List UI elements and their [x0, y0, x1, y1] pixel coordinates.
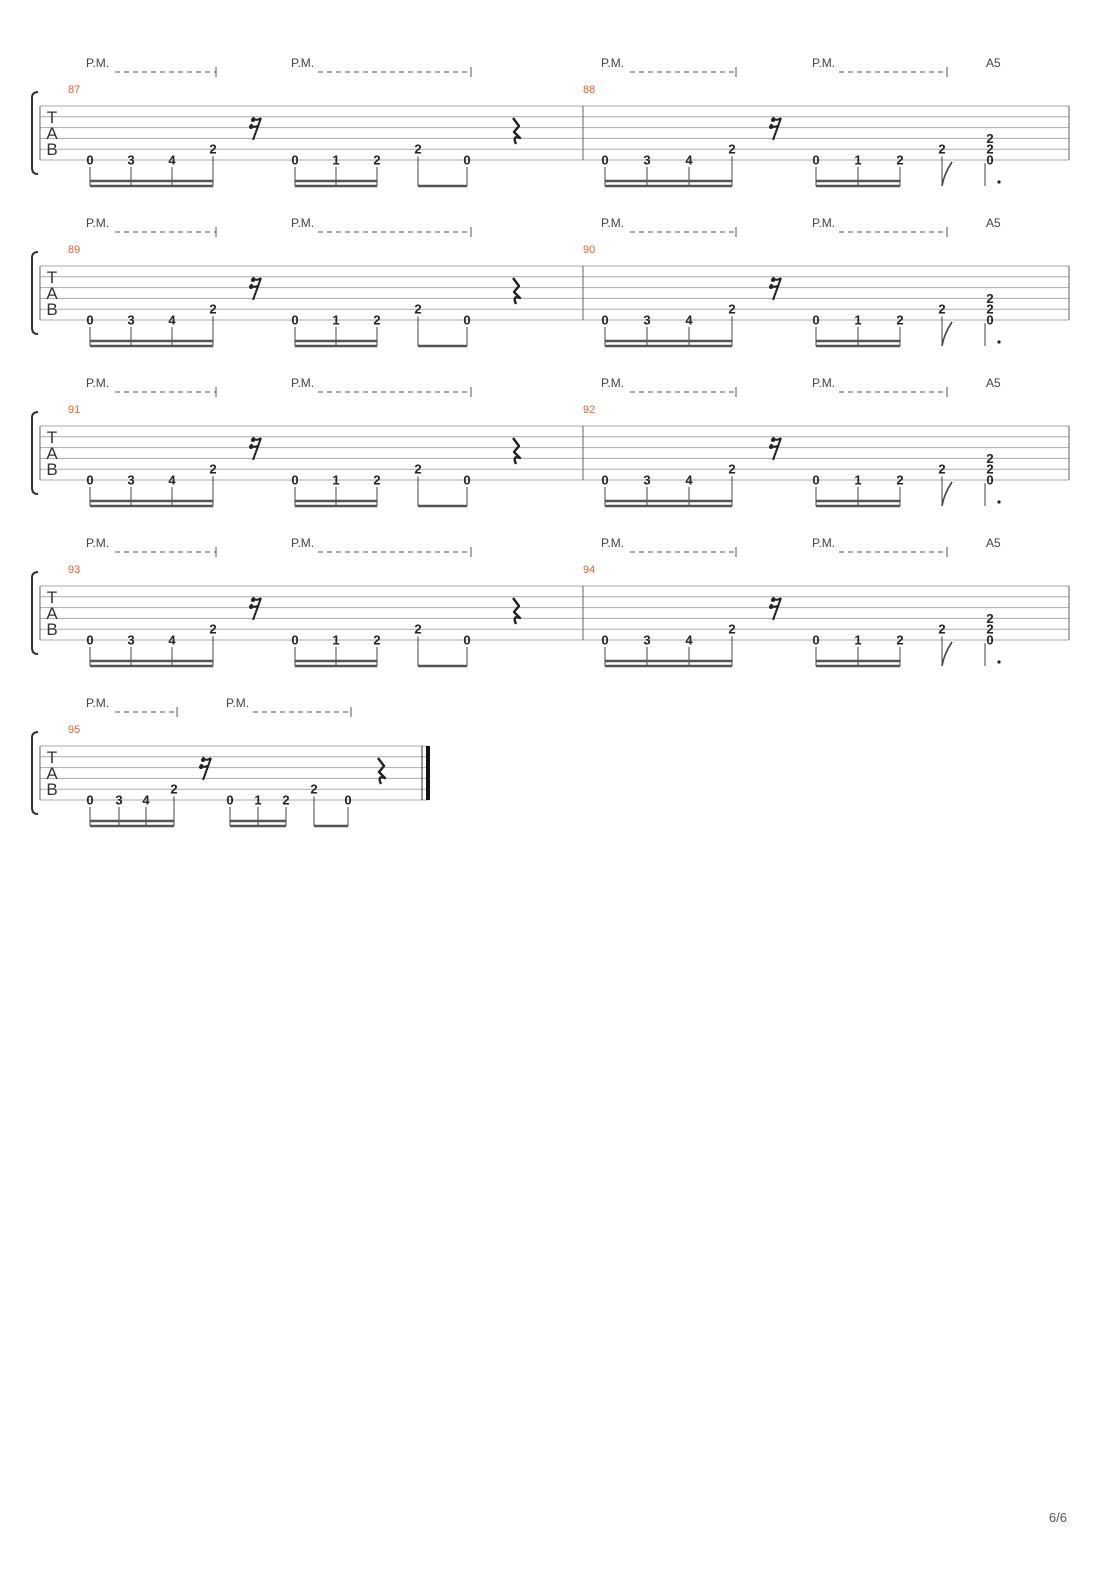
- fret-number: 2: [414, 461, 422, 477]
- sixteenth-rest-dot1: [201, 758, 205, 762]
- fret-number: 2: [896, 472, 904, 488]
- palm-mute-label: P.M.: [812, 216, 836, 230]
- fret-number: 0: [291, 472, 299, 488]
- bar-number: 88: [583, 84, 596, 96]
- sixteenth-rest-dot2: [769, 605, 773, 609]
- fret-number: 2: [938, 461, 946, 477]
- fret-number: 3: [115, 792, 123, 808]
- fret-number: 0: [463, 152, 471, 168]
- fret-number: 2: [209, 301, 217, 317]
- chord-name: A5: [986, 536, 1001, 550]
- duration-dot: [997, 660, 1000, 663]
- tab-clef-letter: B: [46, 780, 58, 799]
- bar-number: 92: [583, 404, 596, 416]
- system-bracket: [32, 732, 38, 814]
- palm-mute-label: P.M.: [86, 536, 110, 550]
- fret-number: 4: [685, 152, 693, 168]
- fret-number: 2: [414, 301, 422, 317]
- fret-number: 2: [373, 472, 381, 488]
- fret-number: 0: [463, 632, 471, 648]
- tab-clef-letter: T: [46, 108, 58, 127]
- bar-number: 93: [68, 564, 81, 576]
- fret-number: 2: [896, 312, 904, 328]
- fret-number: 4: [168, 312, 176, 328]
- fret-number: 2: [170, 781, 178, 797]
- bar-number: 89: [68, 244, 81, 256]
- fret-number: 2: [728, 141, 736, 157]
- palm-mute-label: P.M.: [291, 376, 315, 390]
- fret-number: 3: [127, 472, 135, 488]
- sixteenth-rest-dot1: [251, 598, 255, 602]
- fret-number: 3: [127, 312, 135, 328]
- chord-name: A5: [986, 376, 1001, 390]
- fret-number: 1: [854, 312, 862, 328]
- fret-number: 2: [938, 141, 946, 157]
- tab-clef-letter: A: [46, 444, 58, 463]
- tab-clef-letter: T: [46, 588, 58, 607]
- fret-number: 1: [332, 152, 340, 168]
- tab-clef-letter: A: [46, 124, 58, 143]
- fret-number: 2: [310, 781, 318, 797]
- sixteenth-rest-dot1: [771, 118, 775, 122]
- fret-number: 0: [812, 632, 820, 648]
- fret-number: 4: [142, 792, 150, 808]
- palm-mute-label: P.M.: [86, 376, 110, 390]
- fret-number: 2: [728, 621, 736, 637]
- quarter-rest: [513, 598, 520, 624]
- fret-number: 0: [601, 632, 609, 648]
- palm-mute-label: P.M.: [812, 536, 836, 550]
- sixteenth-rest-dot1: [251, 118, 255, 122]
- page-number: 6/6: [1048, 1510, 1067, 1525]
- tab-clef-letter: B: [46, 620, 58, 639]
- fret-number: 0: [601, 312, 609, 328]
- chord-fret-number: 0: [986, 472, 994, 488]
- fret-number: 1: [332, 632, 340, 648]
- system-bracket: [32, 92, 38, 174]
- duration-dot: [997, 340, 1000, 343]
- eighth-flag: [942, 642, 952, 666]
- chord-fret-number: 2: [986, 141, 994, 157]
- fret-number: 0: [463, 312, 471, 328]
- palm-mute-label: P.M.: [601, 376, 625, 390]
- system-bracket: [32, 572, 38, 654]
- fret-number: 0: [226, 792, 234, 808]
- fret-number: 2: [896, 632, 904, 648]
- fret-number: 1: [854, 632, 862, 648]
- sixteenth-rest-dot1: [771, 438, 775, 442]
- fret-number: 0: [812, 312, 820, 328]
- palm-mute-label: P.M.: [601, 216, 625, 230]
- chord-fret-number: 2: [986, 450, 994, 466]
- fret-number: 2: [373, 152, 381, 168]
- bar-number: 91: [68, 404, 81, 416]
- sixteenth-rest-dot2: [249, 605, 253, 609]
- fret-number: 2: [373, 312, 381, 328]
- fret-number: 2: [373, 632, 381, 648]
- fret-number: 0: [601, 152, 609, 168]
- tab-clef-letter: A: [46, 764, 58, 783]
- fret-number: 3: [643, 632, 651, 648]
- chord-fret-number: 0: [986, 312, 994, 328]
- fret-number: 0: [86, 312, 94, 328]
- fret-number: 2: [282, 792, 290, 808]
- eighth-flag: [942, 162, 952, 186]
- chord-name: A5: [986, 56, 1001, 70]
- sixteenth-rest-dot2: [199, 765, 203, 769]
- tab-clef-letter: B: [46, 300, 58, 319]
- palm-mute-label: P.M.: [86, 216, 110, 230]
- eighth-flag: [942, 482, 952, 506]
- sixteenth-rest-dot2: [249, 285, 253, 289]
- fret-number: 2: [209, 621, 217, 637]
- fret-number: 4: [685, 632, 693, 648]
- bar-number: 90: [583, 244, 596, 256]
- chord-fret-number: 2: [986, 301, 994, 317]
- fret-number: 1: [332, 472, 340, 488]
- sixteenth-rest-dot2: [769, 125, 773, 129]
- fret-number: 1: [254, 792, 262, 808]
- fret-number: 0: [463, 472, 471, 488]
- tab-clef-letter: B: [46, 460, 58, 479]
- fret-number: 0: [601, 472, 609, 488]
- fret-number: 0: [291, 152, 299, 168]
- chord-fret-number: 2: [986, 130, 994, 146]
- fret-number: 0: [812, 152, 820, 168]
- palm-mute-label: P.M.: [812, 56, 836, 70]
- fret-number: 0: [86, 792, 94, 808]
- chord-fret-number: 2: [986, 290, 994, 306]
- duration-dot: [997, 180, 1000, 183]
- sixteenth-rest-dot1: [251, 278, 255, 282]
- tab-clef-letter: B: [46, 140, 58, 159]
- quarter-rest: [378, 758, 385, 784]
- sixteenth-rest-dot2: [249, 445, 253, 449]
- fret-number: 0: [291, 632, 299, 648]
- fret-number: 4: [168, 152, 176, 168]
- tab-clef-letter: A: [46, 604, 58, 623]
- system-bracket: [32, 252, 38, 334]
- fret-number: 0: [86, 632, 94, 648]
- chord-fret-number: 2: [986, 610, 994, 626]
- fret-number: 0: [344, 792, 352, 808]
- chord-fret-number: 0: [986, 152, 994, 168]
- quarter-rest: [513, 278, 520, 304]
- bar-number: 87: [68, 84, 81, 96]
- duration-dot: [997, 500, 1000, 503]
- fret-number: 0: [86, 152, 94, 168]
- quarter-rest: [513, 438, 520, 464]
- palm-mute-label: P.M.: [86, 696, 110, 710]
- sixteenth-rest-dot2: [769, 285, 773, 289]
- fret-number: 3: [643, 312, 651, 328]
- fret-number: 2: [209, 141, 217, 157]
- fret-number: 1: [854, 472, 862, 488]
- palm-mute-label: P.M.: [291, 56, 315, 70]
- system-bracket: [32, 412, 38, 494]
- sixteenth-rest-dot2: [769, 445, 773, 449]
- tab-clef-letter: T: [46, 428, 58, 447]
- fret-number: 2: [414, 141, 422, 157]
- fret-number: 0: [86, 472, 94, 488]
- palm-mute-label: P.M.: [812, 376, 836, 390]
- sixteenth-rest-dot1: [771, 278, 775, 282]
- fret-number: 1: [332, 312, 340, 328]
- chord-name: A5: [986, 216, 1001, 230]
- fret-number: 2: [896, 152, 904, 168]
- fret-number: 3: [643, 472, 651, 488]
- palm-mute-label: P.M.: [291, 216, 315, 230]
- fret-number: 4: [168, 632, 176, 648]
- eighth-flag: [942, 322, 952, 346]
- fret-number: 4: [685, 472, 693, 488]
- fret-number: 2: [938, 301, 946, 317]
- chord-fret-number: 0: [986, 632, 994, 648]
- fret-number: 4: [168, 472, 176, 488]
- palm-mute-label: P.M.: [86, 56, 110, 70]
- fret-number: 2: [728, 301, 736, 317]
- palm-mute-label: P.M.: [601, 536, 625, 550]
- fret-number: 2: [414, 621, 422, 637]
- palm-mute-label: P.M.: [291, 536, 315, 550]
- fret-number: 3: [127, 152, 135, 168]
- fret-number: 2: [209, 461, 217, 477]
- fret-number: 2: [728, 461, 736, 477]
- fret-number: 3: [643, 152, 651, 168]
- bar-number: 95: [68, 724, 81, 736]
- bar-number: 94: [583, 564, 596, 576]
- tab-clef-letter: T: [46, 268, 58, 287]
- chord-fret-number: 2: [986, 621, 994, 637]
- fret-number: 0: [812, 472, 820, 488]
- sixteenth-rest-dot1: [251, 438, 255, 442]
- fret-number: 1: [854, 152, 862, 168]
- fret-number: 3: [127, 632, 135, 648]
- fret-number: 4: [685, 312, 693, 328]
- palm-mute-label: P.M.: [601, 56, 625, 70]
- tab-clef-letter: T: [46, 748, 58, 767]
- fret-number: 2: [938, 621, 946, 637]
- quarter-rest: [513, 118, 520, 144]
- palm-mute-label: P.M.: [226, 696, 250, 710]
- chord-fret-number: 2: [986, 461, 994, 477]
- sixteenth-rest-dot2: [249, 125, 253, 129]
- tab-clef-letter: A: [46, 284, 58, 303]
- fret-number: 0: [291, 312, 299, 328]
- sixteenth-rest-dot1: [771, 598, 775, 602]
